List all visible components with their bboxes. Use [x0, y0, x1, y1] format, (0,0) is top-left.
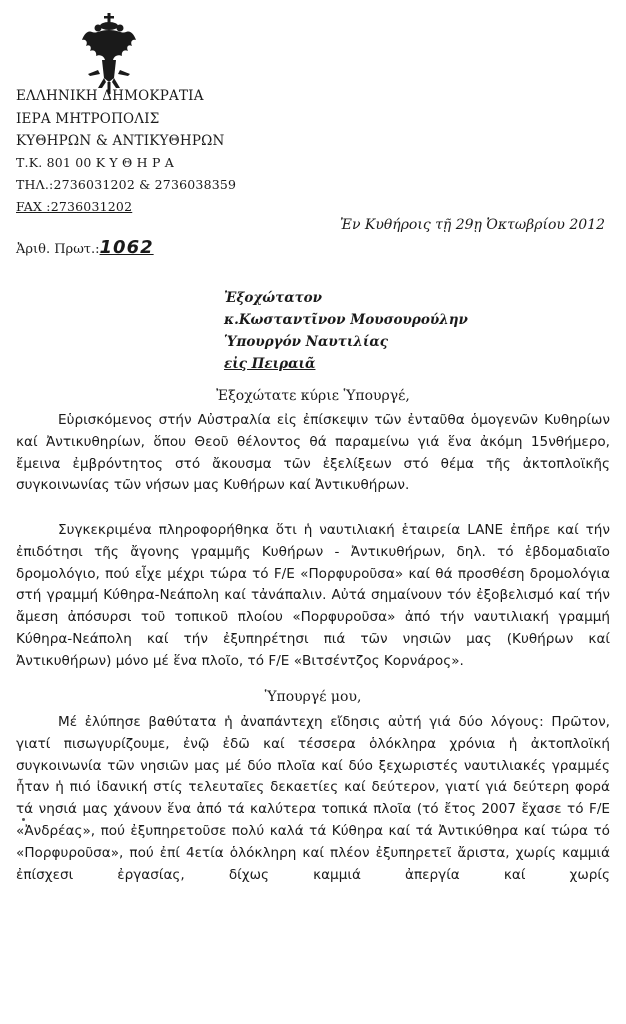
- salutation: Ἐξοχώτατε κύριε Ὑπουργέ,: [216, 388, 410, 404]
- sub-salutation: Ὑπουργέ μου,: [264, 689, 362, 705]
- paragraph-1-text: Εὑρισκόμενος στήν Αὐστραλία εἰς ἐπίσκεψιν τῶν ἐνταῦθα ὁμογενῶν Κυθηρίων καί Ἀντικυθηρίων, ὅπου Θεοῦ θέλοντος θά παραμείνω γιά ἕνα ἀκόμη 15νθήμερο, ἔμεινα ἐμβρόντητος στό ἄκουσμα τῶν ἐξελίξεων στό θέμα τῆς ἀκτοπλοϊκῆς συγκοινωνίας τῶν νήσων μας Κυθήρων καί Ἀντικυθήρων.: [16, 412, 610, 494]
- addressee-name: κ.Κωσταντῖνον Μουσουρούλην: [224, 312, 468, 328]
- letter-date: Ἐν Κυθήροις τῇ 29ῃ Ὀκτωβρίου 2012: [340, 217, 606, 233]
- addressee-location: εἰς Πειραιᾶ: [224, 356, 316, 372]
- protocol-number: [16, 237, 154, 258]
- paragraph-3-text: Μέ ἐλύπησε βαθύτατα ἡ ἀναπάντεχη εἴδησις αὐτή γιά δύο λόγους: Πρῶτον, γιατί πισωγυρίζουμε, ἐνῷ ἐδῶ καί τέσσερα ὁλόκληρα χρόνια ἡ ἀκτοπλοϊκή συγκοινωνία τῶν νησιῶν μας μέ δύο πλοῖα καί δύο ξεχωριστές ναυτιλιακές γραμμές ἦταν ἡ πιό ἰδανική στίς τελευταῖες δεκαετίες καί δεύτερον, γιατί γιά δεύτερη φορά τά νησιά μας χάνουν ἕνα ἀπό τά καλύτερα τοπικά πλοῖα (τό ἔτος 2007 ἔχασε τό F/E «Ἀνδρέας», πού ἐξυπηρετοῦσε πολύ καλά τά Κύθηρα καί τά Ἀντικύθηρα καί τώρα τό «Πορφυροῦσα», πού ἐπί 4ετία ὁλόκληρη καί πλέον ἐξυπηρετεῖ ἄριστα, χωρίς καμμιά ἐπίσχεσι ἐργασίας, δίχως καμμιά ἀπεργία καί χωρίς: [16, 714, 610, 883]
- addressee-title: Ἐξοχώτατον: [224, 290, 323, 306]
- protocol-label: Ἀριθ. Πρωτ.:: [16, 242, 100, 257]
- letterhead-line-1: ΕΛΛΗΝΙΚΗ ΔΗΜΟΚΡΑΤΙΑ: [16, 88, 204, 104]
- paragraph-1: [16, 410, 610, 497]
- letterhead-fax: FAX :2736031202: [16, 199, 133, 214]
- double-headed-eagle-emblem: [78, 12, 140, 96]
- paragraph-2: [16, 520, 610, 673]
- paragraph-3: [16, 712, 610, 886]
- letterhead-phone: ΤΗΛ.:2736031202 & 2736038359: [16, 177, 237, 192]
- margin-dot: [22, 818, 25, 821]
- letterhead-postal-code: Τ.Κ. 801 00 Κ Υ Θ Η Ρ Α: [16, 155, 174, 170]
- letterhead-line-2: ΙΕΡΑ ΜΗΤΡΟΠΟΛΙΣ: [16, 111, 160, 127]
- paragraph-2-text: Συγκεκριμένα πληροφορήθηκα ὅτι ἡ ναυτιλιακή ἑταιρεία LANE ἐπῆρε καί τήν ἐπιδότησι τῆς ἄγονης γραμμῆς Κυθήρων - Ἀντικυθήρων, δηλ. τό ἑβδομαδιαῖο δρομολόγιο, πού εἶχε μέχρι τώρα τό F/E «Πορφυροῦσα» καί θά προσθέση δρομολόγια στή γραμμή Κύθηρα-Νεάπολη καί τἀνάπαλιν. Αὐτά σημαίνουν τόν ἐξοβελισμό καί τήν ἄμεση ἀπόσυρσι τοῦ τοπικοῦ πλοίου «Πορφυροῦσα» ἀπό τήν ναυτιλιακή γραμμή Κύθηρα-Νεάπολη καί τήν ἐξυπηρέτησι πιά τῶν νησιῶν μας (Κυθήρων καί Ἀντικυθήρων) μόνο μέ ἕνα πλοῖο, τό F/E «Βιτσέντζος Κορνάρος».: [16, 522, 610, 669]
- letterhead-line-3: ΚΥΘΗΡΩΝ & ΑΝΤΙΚΥΘΗΡΩΝ: [16, 133, 225, 149]
- protocol-value: 1062: [99, 237, 154, 258]
- addressee-position: Ὑπουργόν Ναυτιλίας: [224, 334, 388, 350]
